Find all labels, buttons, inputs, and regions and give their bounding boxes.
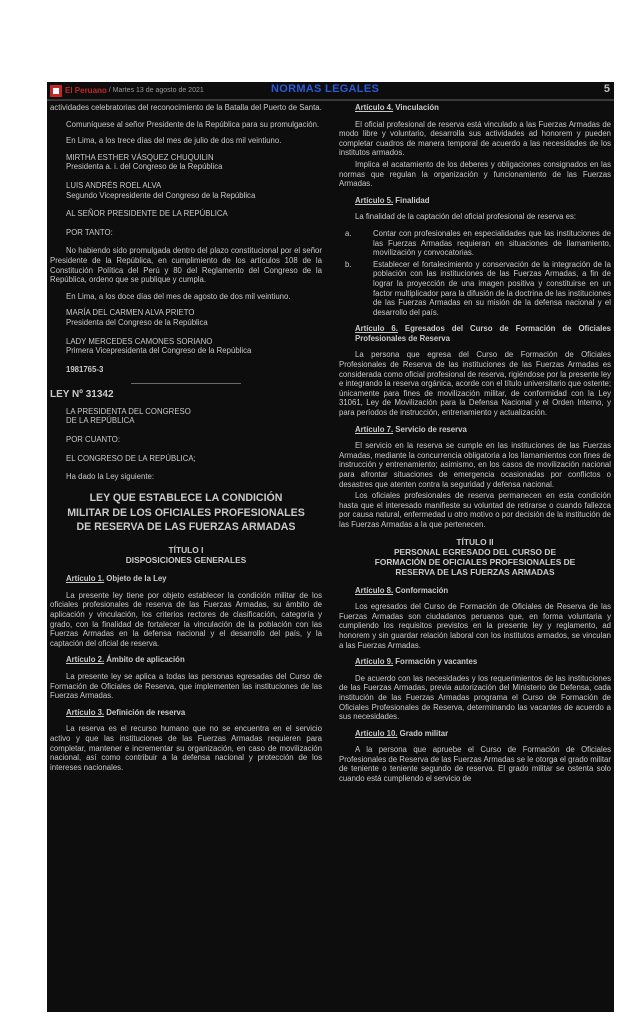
- titulo-2-heading: [339, 537, 611, 577]
- article-9-heading: [339, 657, 611, 667]
- list-item-mark: b.: [345, 259, 352, 269]
- article-5-number: Artículo 5.: [355, 195, 394, 205]
- titulo-2-name-line-2: FORMACIÓN DE OFICIALES PROFESIONALES DE: [374, 556, 576, 567]
- article-7-body-2: Los oficiales profesionales de reserva permanecen en esta condición hasta que el interesado manifieste su voluntad de retirarse o cuando fallezca por causa natural, enfermedad u otro motivo o por decisión de la institución de las Fuerzas Armadas a la que pertenecen.: [339, 491, 611, 529]
- article-10-body: A la persona que apruebe el Curso de Formación de Oficiales Profesionales de Reserva de las Fuerzas Armadas se le otorga el grado militar de teniente o teniente segundo de reserva. El grado militar se ostenta solo cuando está cumpliendo el servicio de: [339, 745, 611, 784]
- article-5-body: La finalidad de la captación del oficial profesional de reserva es:: [355, 212, 577, 222]
- signature-4-name: LADY MERCEDES CAMONES SORIANO: [66, 336, 213, 346]
- signature-1-role: Presidenta a. i. del Congreso de la República: [66, 162, 223, 172]
- article-8-heading: [339, 586, 611, 596]
- left-column: [50, 103, 322, 779]
- page-header: [47, 82, 614, 101]
- article-1-body: La presente ley tiene por objeto establecer la condición militar de los oficiales profesionales de reserva de las Fuerzas Armadas, su ámbito de aplicación y vinculación, los criterios rectores de clasificación, categoría y grado, con la finalidad de fortalecer la vinculación de la población con las Fuerzas Armadas en la defensa nacional y el desarrollo del país, y la captación del oficial de reserva.: [50, 590, 322, 648]
- article-3-body: La reserva es el recurso humano que no se encuentra en el servicio activo y que las instituciones de las Fuerzas Armadas requieren para completar, mantener e incrementar su organización, en caso de movilización nacional, así como contribuir a la defensa nacional y protección de los intereses nacionales.: [50, 724, 322, 772]
- article-2-body: La presente ley se aplica a todas las personas egresadas del Curso de Formación de Oficiales de Reserva, que implementen las instituciones de las Fuerzas Armadas.: [50, 671, 322, 701]
- separator-rule: [131, 383, 241, 384]
- article-9-body: De acuerdo con las necesidades y los requerimientos de las instituciones de las Fuerzas Armadas, previa autorización del Ministerio de Defensa, cada institución de las Fuerzas Armadas programa el Curso de Formación de Oficiales Profesionales de Reserva, determinando las vacantes de acuerdo a sus necesidades.: [339, 673, 611, 722]
- law-title-line-1: LEY QUE ESTABLECE LA CONDICIÓN: [89, 491, 283, 504]
- article-2-number: Artículo 2.: [66, 655, 105, 665]
- article-1-heading: [50, 574, 322, 584]
- law-title: [50, 491, 322, 535]
- signature-2-role: Segundo Vicepresidente del Congreso de la República: [66, 190, 256, 200]
- article-7-heading: [339, 425, 611, 435]
- por-tanto-line: POR TANTO:: [66, 227, 113, 237]
- signature-3: [66, 308, 322, 327]
- ha-dado-line: Ha dado la Ley siguiente:: [66, 472, 154, 482]
- titulo-2-number: TÍTULO II: [456, 536, 494, 547]
- signature-2: [66, 181, 322, 200]
- date-line-1: En Lima, a los trece días del mes de julio de dos mil veintiuno.: [66, 136, 282, 146]
- article-4-body-1: El oficial profesional de reserva está vinculado a las Fuerzas Armadas de modo libre y voluntario, desarrolla sus actividades ad honorem y pueden completar cuadros de manera temporal de acuerdo a las necesidades de los institutos armados.: [339, 119, 611, 158]
- signature-4: [66, 337, 322, 356]
- article-3-name: Definición de reserva: [104, 707, 186, 717]
- al-senor-line: AL SEÑOR PRESIDENTE DE LA REPÚBLICA: [66, 209, 228, 219]
- article-1-name: Objeto de la Ley: [104, 574, 167, 584]
- section-name: NORMAS LEGALES: [271, 83, 380, 95]
- titulo-2-name-line-1: PERSONAL EGRESADO DEL CURSO DE: [393, 546, 557, 557]
- article-5-name: Finalidad: [393, 195, 430, 205]
- titulo-1-heading: [50, 545, 322, 565]
- signature-3-role: Presidenta del Congreso de la República: [66, 317, 208, 327]
- la-presidenta-line-1: LA PRESIDENTA DEL CONGRESO: [66, 406, 191, 416]
- el-congreso-line: EL CONGRESO DE LA REPÚBLICA;: [66, 453, 196, 463]
- article-8-body: Los egresados del Curso de Formación de Oficiales de Reserva de las Fuerzas Armadas son ciudadanos peruanos que, en forma voluntaria y cumpliendo los requisitos previstos en la presente ley y reglamento, ad honorem y sin guardar relación laboral con los institutos armados, se vinculan a las Fuerzas Armadas.: [339, 602, 611, 650]
- article-3-number: Artículo 3.: [66, 707, 105, 717]
- publication-code: 1981765-3: [66, 364, 104, 374]
- signature-1: [66, 153, 322, 172]
- list-item-mark: a.: [345, 228, 352, 238]
- no-habiendo-text: No habiendo sido promulgada dentro del plazo constitucional por el señor Presidente de la República, en cumplimiento de los artículos 108 de la Constitución Política del Perú y 80 del Reglamento del Congreso de la República, ordeno que se publique y cumpla.: [50, 246, 322, 285]
- comuniquese-text: Comuníquese al señor Presidente de la República para su promulgación.: [66, 119, 320, 129]
- article-2-name: Ámbito de aplicación: [104, 655, 185, 665]
- issue-date: / Martes 13 de agosto de 2021: [108, 87, 204, 94]
- signature-2-name: LUIS ANDRÉS ROEL ALVA: [66, 180, 162, 190]
- article-10-heading: [339, 729, 611, 739]
- article-10-number: Artículo 10.: [355, 728, 398, 738]
- article-4-name: Vinculación: [393, 103, 439, 112]
- article-7-number: Artículo 7.: [355, 424, 394, 434]
- article-6-heading: [339, 324, 611, 343]
- article-9-number: Artículo 9.: [355, 657, 394, 667]
- article-3-heading: [50, 708, 322, 718]
- article-2-heading: [50, 655, 322, 665]
- article-9-name: Formación y vacantes: [393, 657, 478, 667]
- signature-4-role: Primera Vicepresidenta del Congreso de la República: [66, 346, 252, 356]
- list-item-text: Establecer el fortalecimiento y conservación de la integración de la población con las instituciones de las Fuerzas Armadas, a fin de lograr la proyección de una imagen positiva y constituirse en un factor multiplicador para la difusión de la doctrina de las instituciones de las Fuerzas Armadas en su misión de la defensa nacional y el desarrollo del país.: [373, 259, 611, 317]
- law-title-line-3: DE RESERVA DE LAS FUERZAS ARMADAS: [76, 521, 296, 534]
- signature-3-name: MARÍA DEL CARMEN ALVA PRIETO: [66, 308, 195, 318]
- list-item: [339, 229, 611, 258]
- list-item: [339, 260, 611, 318]
- page-number: 5: [603, 83, 610, 95]
- article-8-number: Artículo 8.: [355, 585, 394, 595]
- la-presidenta-block: [66, 407, 322, 426]
- list-item-text: Contar con profesionales en especialidades que las instituciones de las Fuerzas Armadas requieran en situaciones de llamamiento, movilización y convocatorias.: [373, 228, 611, 258]
- signature-1-name: MIRTHA ESTHER VÁSQUEZ CHUQUILIN: [66, 152, 214, 162]
- right-column: [339, 103, 611, 791]
- newspaper-page: [47, 82, 614, 1012]
- titulo-2-name-line-3: RESERVA DE LAS FUERZAS ARMADAS: [395, 566, 555, 577]
- titulo-1-name: DISPOSICIONES GENERALES: [125, 555, 247, 566]
- article-1-number: Artículo 1.: [66, 574, 105, 584]
- article-5-heading: [339, 196, 611, 206]
- intro-text: actividades celebratorias del reconocimiento de la Batalla del Puerto de Santa.: [50, 103, 322, 112]
- article-8-name: Conformación: [393, 585, 449, 595]
- article-4-heading: [339, 103, 611, 113]
- article-4-number: Artículo 4.: [355, 103, 394, 112]
- paper-name: El Peruano: [65, 86, 107, 95]
- article-4-body-2: Implica el acatamiento de los deberes y obligaciones consignados en las normas que regulan la organización y funcionamiento de las Fuerzas Armadas.: [339, 159, 611, 189]
- date-line-2: En Lima, a los doce días del mes de agosto de dos mil veintiuno.: [66, 291, 291, 301]
- article-10-name: Grado militar: [397, 728, 449, 738]
- el-peruano-logo-icon: [50, 85, 62, 97]
- article-6-body: La persona que egresa del Curso de Formación de Oficiales Profesionales de Reserva de las instituciones de las Fuerzas Armadas es considerada como oficial profesional de reserva, rigiéndose por la presente ley e integrando la reserva orgánica, acorde con el título universitario que ostente; únicamente para fines de movilización militar, de conformidad con la Ley 31061, Ley de Movilización para la Defensa Nacional y el Orden Interno, y para períodos de instrucción, entrenamiento y actualización.: [339, 350, 611, 418]
- article-6-name: Egresados del Curso de Formación de Oficiales Profesionales de Reserva: [355, 324, 611, 343]
- la-presidenta-line-2: DE LA REPÚBLICA: [66, 416, 135, 426]
- law-title-line-2: MILITAR DE LOS OFICIALES PROFESIONALES: [67, 506, 305, 519]
- titulo-1-number: TÍTULO I: [168, 545, 204, 556]
- law-number: LEY Nº 31342: [50, 389, 114, 401]
- article-7-body-1: El servicio en la reserva se cumple en las instituciones de las Fuerzas Armadas, mediante la concurrencia obligatoria a los llamamientos con fines de instrucción y entrenamiento; asimismo, en los casos de movilización nacional para afrontar situaciones de emergencia ocasionadas por conflictos o desastres que atenten contra la seguridad y defensa nacional.: [339, 441, 611, 489]
- por-cuanto-line: POR CUANTO:: [66, 435, 121, 445]
- article-7-name: Servicio de reserva: [393, 424, 467, 434]
- article-6-number: Artículo 6.: [355, 324, 398, 334]
